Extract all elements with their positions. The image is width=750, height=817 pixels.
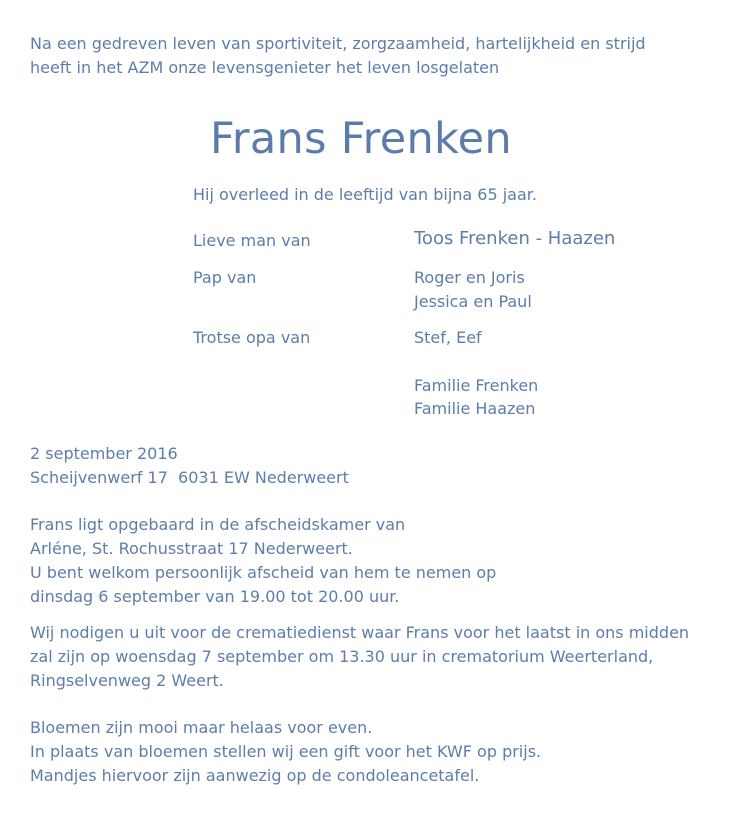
family-1: Familie Frenken: [414, 376, 539, 395]
dad-value-1: Roger en Joris: [414, 268, 525, 287]
husband-label: Lieve man van: [193, 231, 311, 250]
viewing-line-1: Frans ligt opgebaard in de afscheidskamer van: [30, 515, 406, 534]
home-address: Scheijvenwerf 17 6031 EW Nederweert: [30, 468, 349, 487]
dad-value-2: Jessica en Paul: [414, 292, 532, 311]
deceased-name: Frans Frenken: [210, 114, 512, 164]
family-2: Familie Haazen: [414, 399, 536, 418]
notice-date: 2 september 2016: [30, 444, 178, 463]
husband-value: Toos Frenken - Haazen: [414, 228, 616, 249]
viewing-line-3: U bent welkom persoonlijk afscheid van hem te nemen op: [30, 563, 497, 582]
grandpa-label: Trotse opa van: [193, 328, 311, 347]
flowers-line-1: Bloemen zijn mooi maar helaas voor even.: [30, 718, 373, 737]
grandpa-value: Stef, Eef: [414, 328, 482, 347]
viewing-line-4: dinsdag 6 september van 19.00 tot 20.00 uur.: [30, 587, 400, 606]
viewing-line-2: Arléne, St. Rochusstraat 17 Nederweert.: [30, 539, 353, 558]
service-line-2: zal zijn op woensdag 7 september om 13.30 uur in crematorium Weerterland,: [30, 647, 654, 666]
intro-line-1: Na een gedreven leven van sportiviteit, zorgzaamheid, hartelijkheid en strijd: [30, 34, 646, 53]
service-line-1: Wij nodigen u uit voor de crematiedienst waar Frans voor het laatst in ons midden: [30, 623, 690, 642]
dad-label: Pap van: [193, 268, 257, 287]
service-line-3: Ringselvenweg 2 Weert.: [30, 671, 224, 690]
age-line: Hij overleed in de leeftijd van bijna 65 jaar.: [193, 185, 537, 204]
intro-line-2: heeft in het AZM onze levensgenieter het leven losgelaten: [30, 58, 500, 77]
flowers-line-3: Mandjes hiervoor zijn aanwezig op de condoleancetafel.: [30, 766, 480, 785]
flowers-line-2: In plaats van bloemen stellen wij een gift voor het KWF op prijs.: [30, 742, 542, 761]
